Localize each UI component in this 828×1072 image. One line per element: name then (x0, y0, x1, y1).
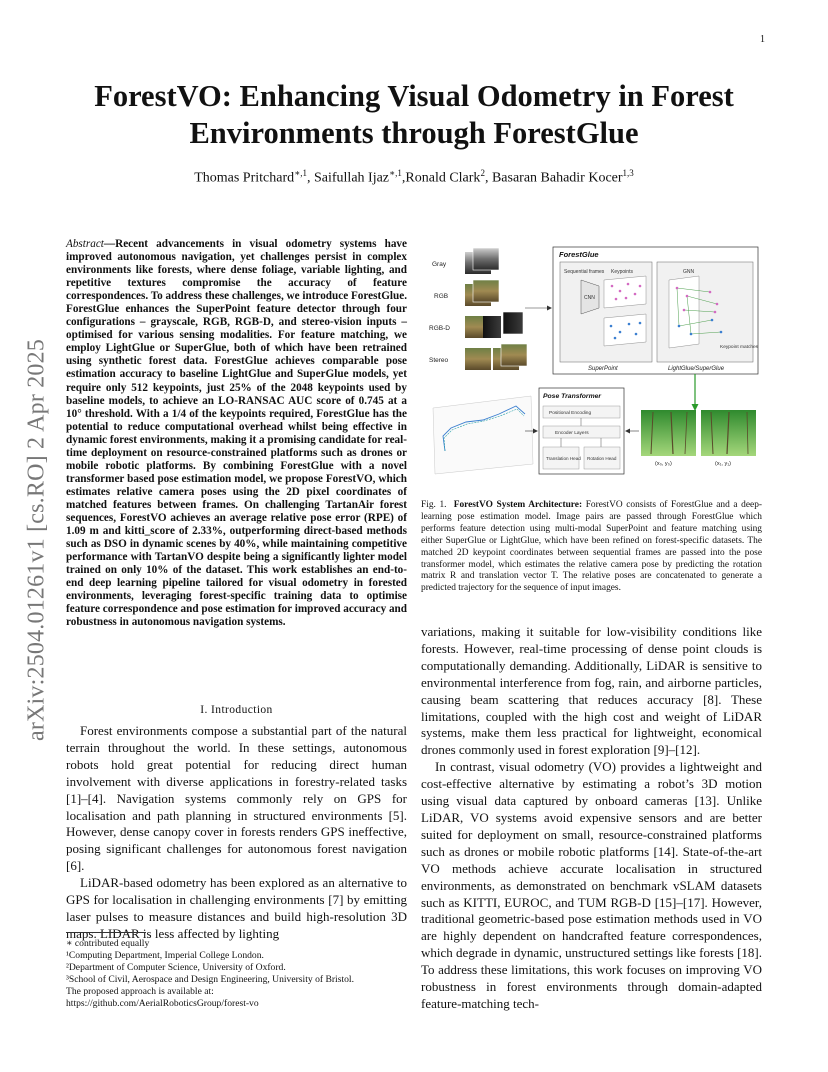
author-name: Saifullah Ijaz (313, 170, 390, 186)
keypoint-matches-label: Keypoint matches (720, 345, 759, 350)
caption-text: ForestVO consists of ForestGlue and a deep-learning pose estimation model. Image pairs are passed through ForestGlue which performs feature detection using multi-modal SuperPoint and feature matching using either SuperGlue or LightGlue, which have been refined on forest-specific datasets. The matched 2D keypoint coordinates between sequential frames are passed into the pose transformer model, which estimates the relative camera pose by predicting the rotation matrix R and translation vector T. The relative poses are concatenated to generate a predicted trajectory for the sequence of input images. (421, 500, 762, 594)
figure-architecture (421, 246, 764, 486)
footnotes (66, 938, 407, 1010)
input-images (465, 248, 527, 370)
footnote-link[interactable]: https://github.com/AerialRoboticsGroup/forest-vo (66, 998, 259, 1009)
translation-head-label: Translation Head (546, 456, 581, 461)
positional-encoding-label: Positional Encoding (549, 411, 592, 416)
input-label-rgb: RGB (434, 293, 449, 300)
body-paragraph: LiDAR-based odometry has been explored as an alternative to GPS for localisation in challenging environments [7] by emitting laser pulses to measure distances and build high-resolution 3D maps. LIDAR is less affected by lighting (66, 875, 407, 941)
rotation-head-label: Rotation Head (587, 456, 617, 461)
keypoint-cluster-pink (604, 276, 646, 308)
author-affiliation: ∗,1 (294, 168, 307, 178)
paper-title (60, 78, 768, 152)
title-line-2: Environments through ForestGlue (189, 116, 639, 150)
forest-frames (641, 410, 756, 456)
author-separator: , (484, 170, 492, 186)
author-affiliation: ∗,1 (389, 168, 402, 178)
superpoint-label: SuperPoint (588, 366, 618, 372)
author-affiliation: 1,3 (622, 168, 634, 178)
footnote: ³School of Civil, Aerospace and Design Engineering, University of Bristol. (66, 974, 354, 985)
abstract-label: Abstract (66, 238, 104, 250)
abstract (66, 238, 407, 629)
sequential-frames-label: Sequential frames (564, 269, 605, 275)
footnote: ¹Computing Department, Imperial College London. (66, 950, 264, 961)
author-name: Ronald Clark (405, 170, 481, 186)
trajectory-plot (433, 396, 533, 474)
coordinate-label-0: (x₀, y₀) (655, 461, 672, 467)
figure-caption (421, 500, 762, 595)
keypoint-cluster-blue (604, 314, 646, 346)
caption-title: ForestVO System Architecture: (453, 500, 583, 510)
title-line-1: ForestVO: Enhancing Visual Odometry in Forest (94, 79, 734, 113)
footnote: ∗ contributed equally (66, 938, 150, 949)
body-paragraph: Forest environments compose a substantial part of the natural terrain throughout the world. In these settings, autonomous robots hold great potential for reducing direct human involvement with diverse applications in forestry-related tasks [1]–[4]. Navigation systems commonly rely on GPS for localisation and path planning in structured environments [5]. However, dense canopy cover in forests renders GPS ineffective, posing significant challenges for autonomous forest navigation [6]. (66, 723, 407, 874)
abstract-text: —Recent advancements in visual odometry systems have improved autonomous navigation, yet challenges persist in complex environments like forests, where dense foliage, variable lighting, and repetitive textures compromise the accuracy of feature correspondences. To address these challenges, we introduce ForestGlue. ForestGlue enhances the SuperPoint feature detector through four configurations – grayscale, RGB, RGB-D, and stereo-vision inputs – optimised for various sensing modalities. For feature matching, we employ LightGlue or SuperGlue, both of which have been retrained using synthetic forest data. ForestGlue achieves comparable pose estimation accuracy to baseline LightGlue and SuperGlue models, yet require only 512 keypoints, just 25% of the 2048 keypoints used by baseline models, to achieve an LO-RANSAC AUC score of 0.745 at a 10° threshold. With a 1/4 of the keypoints required, ForestGlue has the potential to reduce computational overhead whilst being effective in dynamic forest environments, making it a promising candidate for real-time deployment on resource-constrained platforms such as drones or mobile robotic platforms. By combining ForestGlue with a novel transformer based pose estimation model, we propose ForestVO, which estimates relative camera poses using the 2D pixel coordinates of matched features between frames. On challenging TartanAir forest sequences, ForestVO achieves an average relative pose error (RPE) of 1.09 m and kitti_score of 2.33%, outperforming direct-based methods such as DSO in dynamic scenes by 40%, while maintaining competitive performance with TartanVO despite being a significantly lighter model trained on only 10% of the dataset. This work establishes an end-to-end deep learning pipeline tailored for visual odometry in forested environments, leveraging forest-specific training data to optimise feature correspondence and pose estimation for improved accuracy and robustness in autonomous navigation systems. (66, 238, 408, 629)
keypoints-label: Keypoints (611, 269, 633, 275)
encoder-layers-label: Encoder Layers (555, 431, 589, 436)
footnote-rule (66, 932, 146, 933)
body-paragraph: In contrast, visual odometry (VO) provides a lightweight and cost-effective alternative by estimating a robot’s 3D motion using visual data captured by onboard cameras [13]. Unlike LiDAR, VO systems avoid expensive sensors and are better suited for deployment on small, resource-constrained platforms such as drones or mobile robotic platforms [14]. State-of-the-art VO methods achieve accurate localisation in structured environments, as demonstrated on benchmark vSLAM datasets such as KITTI, EUROC, and TUM RGB-D [15]–[17]. However, traditional geometric-based pose estimation methods used in VO are highly dependent on handcrafted feature correspondences, which degrade in dynamic, unstructured settings like forests [18]. To address these limitations, this work focuses on improving VO robustness in forest environments through domain-adapted feature-matching tech- (421, 759, 762, 1011)
input-label-gray: Gray (432, 261, 447, 268)
lightglue-label: LightGlue/SuperGlue (668, 366, 725, 372)
author-name: Thomas Pritchard (194, 170, 295, 186)
gnn-label: GNN (683, 269, 695, 275)
forestglue-label: ForestGlue (559, 250, 599, 259)
author-separator: , (401, 170, 406, 186)
input-label-stereo: Stereo (429, 357, 449, 364)
right-column-body (421, 624, 762, 1013)
author-separator: , (306, 170, 314, 186)
arxiv-stamp (14, 300, 60, 780)
page-number: 1 (760, 34, 765, 45)
body-paragraph: variations, making it suitable for low-visibility conditions like forests. However, real-time processing of dense point clouds is computationally demanding. Additionally, LiDAR is sensitive to environmental interference from fog, rain, and airborne particles, causing beam scattering that reduces accuracy [8]. These limitations, coupled with the high cost and weight of LiDAR systems, make them less practical for lightweight, economical drones commonly used in forest exploration [9]–[12]. (421, 624, 762, 758)
cnn-label: CNN (584, 295, 595, 301)
section-heading: I. Introduction (200, 704, 273, 716)
footnote: ²Department of Computer Science, University of Oxford. (66, 962, 286, 973)
coordinate-label-1: (x₁, y₁) (715, 461, 731, 467)
author-name: Basaran Bahadir Kocer (491, 170, 623, 186)
footnote: The proposed approach is available at: (66, 986, 214, 997)
caption-label: Fig. 1. (421, 500, 447, 510)
arxiv-id: arXiv:2504.01261v1 [cs.RO] 2 Apr 2025 (23, 338, 50, 742)
author-list (60, 168, 768, 187)
left-column-body (66, 723, 407, 943)
input-label-rgbd: RGB-D (429, 325, 450, 332)
author-affiliation: 2 (480, 168, 485, 178)
pose-transformer-label: Pose Transformer (543, 393, 602, 400)
